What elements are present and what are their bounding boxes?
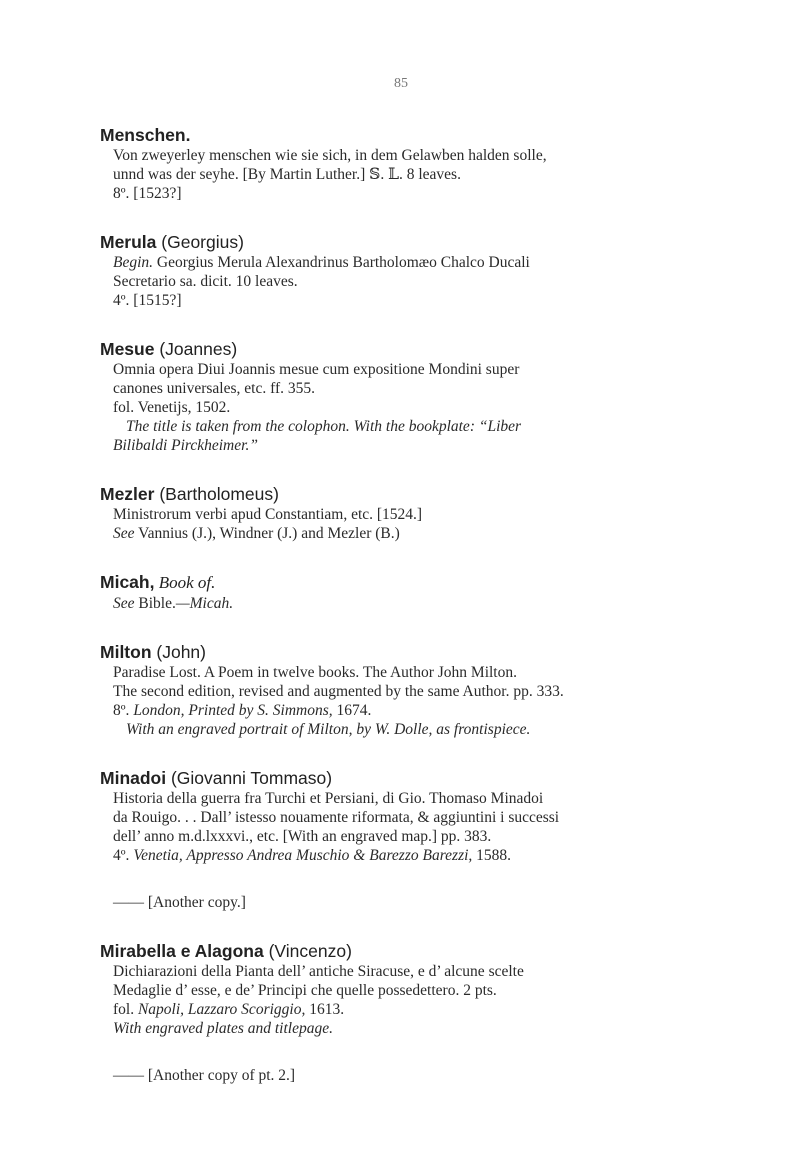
imprint-publisher: Venetia, Appresso Andrea Muschio & Barezzo Barezzi, [133,847,473,864]
imprint-year: 1588. [472,847,512,864]
begin-label: Begin. [113,254,154,271]
see-reference [113,594,720,613]
entry-line: da Rouigo. . . Dall’ istesso nouamente riformata, & aggiuntini i successi [113,809,560,826]
entry-line: Von zweyerley menschen wie sie sich, in dem Gelawben halden solle, [113,147,547,164]
entry-merula [100,231,720,310]
entry-heading [100,641,720,663]
entry-line [113,253,720,272]
entry-line: dell’ anno m.d.lxxxvi., etc. [With an engraved map.] pp. 383. [113,828,492,845]
entry-line: unnd was der seyhe. [By Martin Luther.] 𝕊. 𝕃. 8 leaves. [113,166,461,183]
imprint-year: 1674. [332,702,372,719]
imprint-format: 4º. [113,847,134,864]
imprint-publisher: London, Printed by S. Simmons, [133,702,333,719]
entry-name: Minadoi [100,768,167,788]
entry-subtitle: Book of. [154,573,216,592]
entry-name: Mezler [100,484,155,504]
entry-mirabella [100,940,720,1085]
imprint-format: 8º. [113,702,134,719]
page-number: 85 [394,76,408,91]
entry-body [113,505,720,543]
entry-forename: (Georgius) [156,232,244,252]
entry-body [113,594,720,613]
entry-forename: (Bartholomeus) [154,484,279,504]
entry-line: The second edition, revised and augmented by the same Author. pp. 333. [113,683,564,700]
entry-menschen [100,124,720,203]
entry-milton [100,641,720,739]
entry-name: Milton [100,642,152,662]
entry-heading [100,483,720,505]
entry-imprint [113,701,720,720]
catalogue-page [100,124,720,1113]
entry-heading [100,124,720,146]
entry-line: Secretario sa. dicit. 10 leaves. [113,273,298,290]
entry-body [113,789,720,865]
entry-imprint [113,846,720,865]
see-reference [113,524,720,543]
entry-forename: (John) [151,642,206,662]
entry-body [113,360,720,455]
entry-name: Micah, [100,572,155,592]
another-copy: —— [Another copy.] [113,894,246,911]
entry-line: 8º. [1523?] [113,185,182,202]
entry-line: canones universales, etc. ff. 355. [113,380,316,397]
entry-line: 4º. [1515?] [113,292,182,309]
imprint-publisher: Napoli, Lazzaro Scoriggio, [137,1001,306,1018]
entry-heading [100,338,720,360]
entry-note: The title is taken from the colophon. With the bookplate: “Liber [126,418,522,435]
entry-body [113,253,720,310]
entry-name: Merula [100,232,157,252]
see-subheading: —Micah. [175,595,234,612]
entry-name: Mesue [100,339,155,359]
imprint-format: fol. [113,1001,138,1018]
imprint-year: 1613. [305,1001,345,1018]
entry-forename: (Vincenzo) [263,941,352,961]
entry-micah [100,571,720,613]
entry-name: Menschen. [100,125,191,145]
entry-line: Dichiarazioni della Pianta dell’ antiche Siracuse, e d’ alcune scelte [113,963,524,980]
entry-heading [100,571,720,594]
entry-body [113,962,720,1038]
entry-mesue [100,338,720,455]
entry-line: Historia della guerra fra Turchi et Persiani, di Gio. Thomaso Minadoi [113,790,544,807]
entry-forename: (Joannes) [154,339,238,359]
entry-note: Bilibaldi Pirckheimer.” [113,437,258,454]
another-copy: —— [Another copy of pt. 2.] [113,1067,296,1084]
entry-note: With engraved plates and titlepage. [113,1020,333,1037]
entry-line: Paradise Lost. A Poem in twelve books. The Author John Milton. [113,664,517,681]
entry-line: Omnia opera Diui Joannis mesue cum expositione Mondini super [113,361,520,378]
entry-line: Ministrorum verbi apud Constantiam, etc. [1524.] [113,506,423,523]
entry-mezler [100,483,720,543]
entry-forename: (Giovanni Tommaso) [166,768,333,788]
entry-heading [100,231,720,253]
entry-imprint [113,1000,720,1019]
see-label: See [113,525,135,542]
entry-name: Mirabella e Alagona [100,941,264,961]
entry-line: fol. Venetijs, 1502. [113,399,231,416]
entry-note: With an engraved portrait of Milton, by W. Dolle, as frontispiece. [126,721,531,738]
entry-heading [100,767,720,789]
entry-minadoi [100,767,720,912]
entry-line: Medaglie d’ esse, e de’ Principi che quelle possedettero. 2 pts. [113,982,497,999]
entry-heading [100,940,720,962]
entry-body [113,663,720,739]
entry-text: Georgius Merula Alexandrinus Bartholomæo Chalco Ducali [153,254,530,271]
see-target: Bible. [134,595,176,612]
see-target: Vannius (J.), Windner (J.) and Mezler (B.) [134,525,400,542]
entry-body [113,146,720,203]
see-label: See [113,595,135,612]
